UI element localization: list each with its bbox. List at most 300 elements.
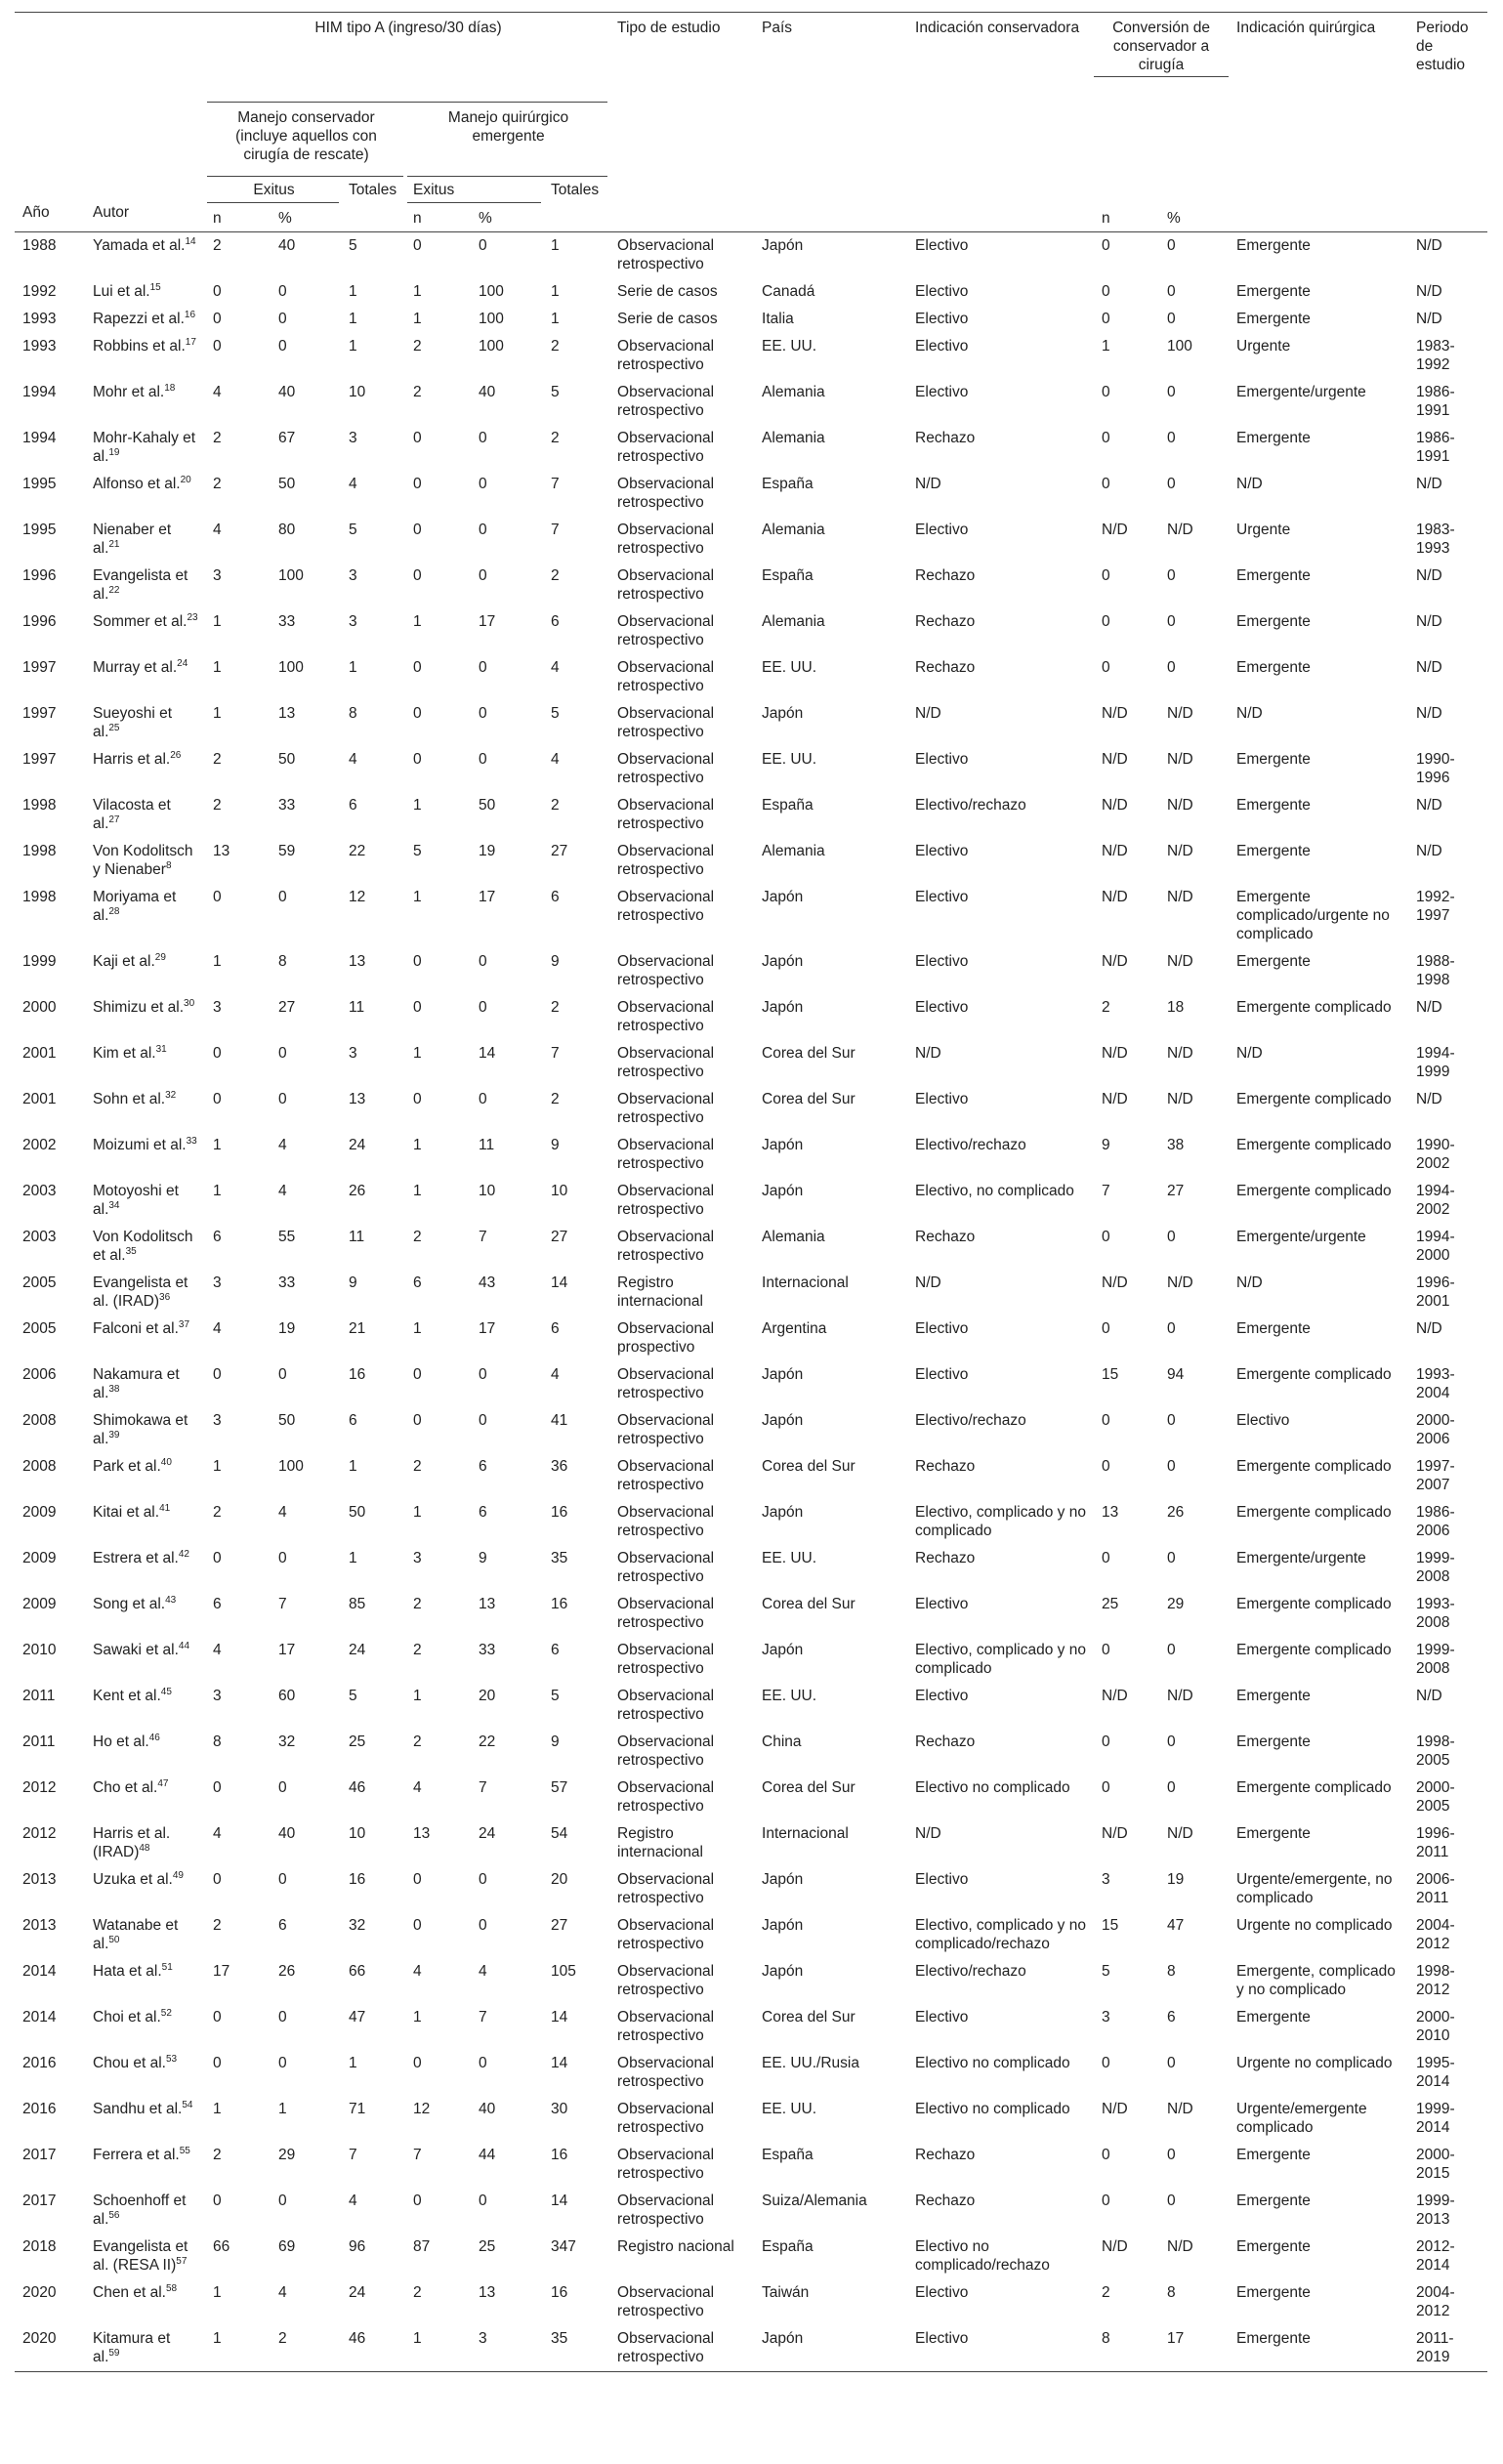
cell-country: Italia [762, 311, 794, 327]
cell-year: 1993 [22, 338, 57, 355]
header-surgical: Manejo quirúrgico emergente [405, 103, 609, 177]
cell-surg-exitus-n: 2 [413, 1642, 422, 1658]
cell-country: Japón [762, 1963, 804, 1980]
cell-period: 1983-1992 [1416, 338, 1455, 373]
cell-author [85, 517, 205, 563]
reference-number: 14 [185, 235, 196, 247]
cell-study-type: Observacional retrospectivo [617, 659, 715, 694]
author-name: Cho et al. [93, 1779, 158, 1796]
reference-number: 30 [184, 997, 195, 1009]
cell-study-type: Observacional retrospectivo [617, 476, 715, 511]
cell-author [85, 1912, 205, 1958]
cell-author [85, 1820, 205, 1866]
cell-indication-conservative: Electivo [915, 522, 969, 538]
cell-study-type: Observacional retrospectivo [617, 2193, 715, 2228]
cell-surg-exitus-n: 1 [413, 1137, 422, 1153]
cell-year: 2010 [22, 1642, 57, 1658]
cell-conversion-pct: N/D [1167, 705, 1193, 722]
cell-indication-conservative: Electivo no complicado [915, 2101, 1070, 2117]
reference-number: 15 [149, 281, 161, 293]
reference-number: 41 [159, 1502, 171, 1514]
cell-period: 2000-2015 [1416, 2147, 1455, 2182]
cell-year: 2020 [22, 2284, 57, 2301]
cell-country: EE. UU. [762, 1550, 817, 1566]
cell-surg-exitus-pct: 25 [479, 2238, 496, 2255]
cell-period: 2006-2011 [1416, 1871, 1455, 1906]
cell-cons-totals: 3 [349, 613, 357, 630]
cell-year: 2016 [22, 2101, 57, 2117]
cell-surg-totals: 14 [551, 2055, 568, 2071]
cell-author [85, 1224, 205, 1270]
cell-conversion-n: N/D [1102, 1045, 1128, 1062]
cell-surg-exitus-pct: 100 [479, 338, 504, 355]
cell-conversion-n: 0 [1102, 567, 1110, 584]
cell-conversion-pct: N/D [1167, 1274, 1193, 1291]
cell-cons-exitus-pct: 0 [278, 889, 287, 905]
cell-period: 2004-2012 [1416, 2284, 1455, 2319]
cell-period: N/D [1416, 797, 1442, 814]
cell-conversion-pct: N/D [1167, 522, 1193, 538]
cell-cons-totals: 10 [349, 384, 366, 400]
cell-surg-totals: 4 [551, 751, 560, 768]
cell-indication-surgical: N/D [1236, 476, 1263, 492]
cell-surg-exitus-n: 0 [413, 705, 422, 722]
cell-year: 2012 [22, 1825, 57, 1842]
cell-conversion-n: 0 [1102, 283, 1110, 300]
cell-cons-totals: 71 [349, 2101, 366, 2117]
cell-cons-exitus-n: 1 [213, 2330, 222, 2347]
cell-cons-exitus-pct: 100 [278, 1458, 304, 1475]
cell-cons-totals: 85 [349, 1596, 366, 1612]
cell-period: 1998-2005 [1416, 1733, 1455, 1769]
cell-indication-conservative: N/D [915, 1274, 941, 1291]
cell-cons-exitus-pct: 0 [278, 283, 287, 300]
cell-year: 1996 [22, 613, 57, 630]
cell-period: 1994-2000 [1416, 1229, 1455, 1264]
cell-period: 1997-2007 [1416, 1458, 1455, 1493]
cell-conversion-pct: N/D [1167, 751, 1193, 768]
header-exitus-surg: Exitus [405, 177, 543, 203]
cell-conversion-pct: N/D [1167, 2101, 1193, 2117]
cell-indication-surgical: Urgente no complicado [1236, 1917, 1393, 1934]
cell-period: 1986-1991 [1416, 430, 1455, 465]
author-name: Kitamura et al. [93, 2330, 171, 2365]
cell-cons-exitus-n: 3 [213, 1688, 222, 1704]
cell-surg-totals: 105 [551, 1963, 576, 1980]
header-pct-surg: % [479, 210, 492, 227]
cell-conversion-n: N/D [1102, 2101, 1128, 2117]
cell-cons-exitus-pct: 6 [278, 1917, 287, 1934]
header-indication-surgical: Indicación quirúrgica [1236, 20, 1376, 36]
cell-surg-exitus-n: 3 [413, 1550, 422, 1566]
cell-conversion-n: 3 [1102, 2009, 1110, 2025]
cell-conversion-pct: N/D [1167, 1825, 1193, 1842]
cell-conversion-pct: N/D [1167, 1045, 1193, 1062]
cell-indication-conservative: Electivo [915, 1320, 969, 1337]
header-exitus-cons: Exitus [205, 177, 341, 203]
cell-surg-totals: 1 [551, 237, 560, 254]
cell-cons-exitus-pct: 27 [278, 999, 296, 1016]
cell-indication-conservative: Rechazo [915, 1229, 976, 1245]
cell-country: Japón [762, 1871, 804, 1888]
cell-country: EE. UU. [762, 1688, 817, 1704]
author-name: Evangelista et al. (IRAD) [93, 1274, 188, 1310]
cell-period: 2011-2019 [1416, 2330, 1454, 2365]
cell-author [85, 1591, 205, 1637]
header-pct-cons: % [278, 210, 292, 227]
reference-number: 32 [165, 1089, 177, 1101]
reference-number: 22 [108, 584, 120, 596]
author-name: Motoyoshi et al. [93, 1183, 179, 1218]
cell-year: 2002 [22, 1137, 57, 1153]
cell-surg-exitus-pct: 0 [479, 953, 487, 970]
table-row [15, 1683, 1487, 1729]
reference-number: 37 [178, 1318, 190, 1330]
cell-cons-exitus-pct: 40 [278, 1825, 296, 1842]
cell-cons-exitus-pct: 100 [278, 659, 304, 676]
cell-author [85, 792, 205, 838]
cell-cons-exitus-pct: 80 [278, 522, 296, 538]
cell-conversion-pct: 0 [1167, 237, 1176, 254]
cell-indication-conservative: Electivo [915, 1366, 969, 1383]
cell-country: Japón [762, 1412, 804, 1429]
cell-period: 1999-2008 [1416, 1550, 1455, 1585]
cell-surg-exitus-pct: 0 [479, 999, 487, 1016]
cell-year: 2013 [22, 1871, 57, 1888]
cell-conversion-pct: 0 [1167, 1320, 1176, 1337]
table-row [15, 2096, 1487, 2142]
cell-surg-totals: 2 [551, 1091, 560, 1107]
cell-indication-conservative: Rechazo [915, 659, 976, 676]
cell-indication-conservative: Electivo [915, 1871, 969, 1888]
cell-surg-totals: 16 [551, 2284, 568, 2301]
cell-author [85, 1775, 205, 1820]
cell-author [85, 2142, 205, 2188]
cell-indication-conservative: Electivo/rechazo [915, 1412, 1026, 1429]
cell-conversion-n: N/D [1102, 751, 1128, 768]
cell-period: 1990-1996 [1416, 751, 1455, 786]
cell-surg-exitus-pct: 22 [479, 1733, 496, 1750]
cell-surg-exitus-pct: 0 [479, 2193, 487, 2209]
cell-surg-exitus-n: 2 [413, 338, 422, 355]
cell-conversion-pct: 0 [1167, 2147, 1176, 2163]
cell-period: N/D [1416, 1091, 1442, 1107]
table-row [15, 1316, 1487, 1361]
author-name: Song et al. [93, 1596, 166, 1612]
cell-study-type: Observacional retrospectivo [617, 1137, 715, 1172]
cell-author [85, 700, 205, 746]
cell-cons-exitus-n: 4 [213, 1825, 222, 1842]
cell-cons-totals: 4 [349, 751, 357, 768]
cell-cons-exitus-n: 66 [213, 2238, 230, 2255]
author-name: Nienaber et al. [93, 522, 172, 557]
cell-indication-surgical: Emergente complicado/urgente no complicado [1236, 889, 1390, 942]
cell-indication-conservative: Electivo no complicado [915, 2055, 1070, 2071]
cell-cons-totals: 22 [349, 843, 366, 859]
header-pct-conv: % [1167, 210, 1181, 227]
cell-indication-conservative: Electivo, complicado y no complicado/rechazo [915, 1917, 1086, 1952]
cell-indication-surgical: Urgente no complicado [1236, 2055, 1393, 2071]
cell-conversion-n: 0 [1102, 430, 1110, 446]
cell-study-type: Observacional retrospectivo [617, 567, 715, 603]
cell-year: 2013 [22, 1917, 57, 1934]
cell-country: Alemania [762, 843, 825, 859]
cell-year: 2020 [22, 2330, 57, 2347]
cell-cons-exitus-n: 2 [213, 237, 222, 254]
cell-cons-exitus-pct: 0 [278, 2055, 287, 2071]
cell-author [85, 1361, 205, 1407]
header-conservative: Manejo conservador (incluye aquellos con cirugía de rescate) [205, 103, 405, 177]
cell-indication-surgical: Emergente [1236, 311, 1311, 327]
cell-indication-surgical: N/D [1236, 1045, 1263, 1062]
cell-cons-exitus-pct: 69 [278, 2238, 296, 2255]
cell-conversion-pct: 0 [1167, 2193, 1176, 2209]
cell-study-type: Registro internacional [617, 1274, 703, 1310]
cell-surg-totals: 2 [551, 999, 560, 1016]
table-row [15, 471, 1487, 517]
cell-cons-exitus-n: 1 [213, 613, 222, 630]
cell-surg-exitus-pct: 6 [479, 1504, 487, 1521]
cell-cons-exitus-n: 1 [213, 2101, 222, 2117]
cell-cons-totals: 1 [349, 659, 357, 676]
cell-indication-surgical: Emergente [1236, 237, 1311, 254]
cell-author [85, 2325, 205, 2372]
cell-study-type: Observacional retrospectivo [617, 797, 715, 832]
cell-indication-conservative: Electivo/rechazo [915, 1963, 1026, 1980]
cell-cons-exitus-n: 3 [213, 1412, 222, 1429]
cell-conversion-n: 0 [1102, 659, 1110, 676]
cell-cons-totals: 11 [349, 999, 365, 1016]
cell-year: 2018 [22, 2238, 57, 2255]
cell-cons-exitus-pct: 4 [278, 1504, 287, 1521]
cell-cons-exitus-n: 1 [213, 705, 222, 722]
cell-surg-exitus-n: 4 [413, 1963, 422, 1980]
cell-surg-totals: 4 [551, 1366, 560, 1383]
cell-indication-conservative: Electivo [915, 2284, 969, 2301]
cell-surg-exitus-pct: 0 [479, 1366, 487, 1383]
cell-cons-exitus-pct: 19 [278, 1320, 296, 1337]
cell-indication-surgical: Urgente/emergente, no complicado [1236, 1871, 1393, 1906]
cell-indication-surgical: Emergente [1236, 797, 1311, 814]
reference-number: 54 [182, 2099, 193, 2110]
cell-indication-conservative: Rechazo [915, 1550, 976, 1566]
cell-study-type: Observacional retrospectivo [617, 1458, 715, 1493]
cell-period: 1986-2006 [1416, 1504, 1455, 1539]
cell-conversion-n: N/D [1102, 1688, 1128, 1704]
cell-surg-exitus-pct: 0 [479, 659, 487, 676]
cell-year: 2001 [22, 1091, 57, 1107]
author-name: Sohn et al. [93, 1091, 166, 1107]
cell-author [85, 471, 205, 517]
cell-author [85, 608, 205, 654]
cell-cons-exitus-n: 6 [213, 1596, 222, 1612]
table-row [15, 517, 1487, 563]
cell-conversion-n: 0 [1102, 2147, 1110, 2163]
cell-country: Japón [762, 705, 804, 722]
cell-surg-exitus-n: 0 [413, 2055, 422, 2071]
cell-indication-surgical: Emergente [1236, 567, 1311, 584]
cell-conversion-n: N/D [1102, 1825, 1128, 1842]
cell-author [85, 1637, 205, 1683]
cell-indication-surgical: Emergente [1236, 2193, 1311, 2209]
cell-conversion-pct: 0 [1167, 1779, 1176, 1796]
author-name: Von Kodolitsch et al. [93, 1229, 193, 1264]
cell-study-type: Observacional retrospectivo [617, 1917, 715, 1952]
table-row [15, 278, 1487, 306]
cell-conversion-pct: 38 [1167, 1137, 1185, 1153]
cell-conversion-n: N/D [1102, 1091, 1128, 1107]
cell-author [85, 333, 205, 379]
cell-year: 2016 [22, 2055, 57, 2071]
cell-cons-exitus-n: 0 [213, 1045, 222, 1062]
cell-cons-exitus-n: 0 [213, 1871, 222, 1888]
cell-conversion-pct: 0 [1167, 1642, 1176, 1658]
author-name: Chou et al. [93, 2055, 166, 2071]
cell-conversion-n: 0 [1102, 1412, 1110, 1429]
cell-cons-exitus-n: 0 [213, 283, 222, 300]
cell-conversion-n: 0 [1102, 613, 1110, 630]
cell-indication-conservative: Electivo [915, 311, 969, 327]
cell-cons-totals: 24 [349, 1137, 366, 1153]
cell-cons-totals: 16 [349, 1871, 366, 1888]
cell-indication-conservative: Electivo [915, 843, 969, 859]
cell-year: 2014 [22, 1963, 57, 1980]
cell-year: 2011 [22, 1733, 56, 1750]
reference-number: 20 [180, 474, 191, 485]
cell-cons-totals: 96 [349, 2238, 366, 2255]
cell-country: EE. UU. [762, 2101, 817, 2117]
reference-number: 21 [108, 538, 120, 550]
cell-year: 1993 [22, 311, 57, 327]
cell-surg-exitus-n: 2 [413, 384, 422, 400]
cell-surg-totals: 20 [551, 1871, 568, 1888]
table-row [15, 2142, 1487, 2188]
cell-surg-totals: 2 [551, 338, 560, 355]
cell-author [85, 278, 205, 306]
cell-cons-totals: 25 [349, 1733, 366, 1750]
author-name: Choi et al. [93, 2009, 161, 2025]
reference-number: 18 [164, 382, 176, 394]
cell-surg-totals: 35 [551, 2330, 568, 2347]
cell-period: N/D [1416, 613, 1442, 630]
cell-surg-exitus-pct: 0 [479, 705, 487, 722]
cell-cons-totals: 1 [349, 338, 357, 355]
cell-author [85, 2096, 205, 2142]
table-row [15, 1958, 1487, 2004]
cell-surg-exitus-n: 1 [413, 1504, 422, 1521]
author-name: Rapezzi et al. [93, 311, 185, 327]
table-row [15, 1545, 1487, 1591]
cell-indication-conservative: Electivo [915, 953, 969, 970]
cell-indication-surgical: Emergente [1236, 613, 1311, 630]
reference-number: 38 [108, 1383, 120, 1395]
reference-number: 58 [165, 2282, 178, 2294]
cell-surg-exitus-pct: 6 [479, 1458, 487, 1475]
table-row [15, 994, 1487, 1040]
cell-year: 2012 [22, 1779, 57, 1796]
cell-study-type: Observacional retrospectivo [617, 1733, 715, 1769]
cell-cons-totals: 3 [349, 1045, 357, 1062]
cell-surg-exitus-pct: 7 [479, 1229, 487, 1245]
cell-indication-conservative: Electivo [915, 889, 969, 905]
table-row [15, 1086, 1487, 1132]
cell-conversion-pct: 0 [1167, 2055, 1176, 2071]
cell-country: Japón [762, 1917, 804, 1934]
cell-cons-exitus-pct: 50 [278, 476, 296, 492]
cell-period: 1999-2014 [1416, 2101, 1455, 2136]
cell-period: N/D [1416, 843, 1442, 859]
cell-year: 2008 [22, 1412, 57, 1429]
table-row [15, 2188, 1487, 2234]
cell-study-type: Observacional retrospectivo [617, 1596, 715, 1631]
cell-year: 2003 [22, 1229, 57, 1245]
cell-conversion-pct: 100 [1167, 338, 1192, 355]
cell-cons-exitus-n: 2 [213, 797, 222, 814]
reference-number: 28 [108, 905, 120, 917]
cell-cons-exitus-n: 0 [213, 1550, 222, 1566]
cell-indication-surgical: Emergente, complicado y no complicado [1236, 1963, 1396, 1998]
cell-country: Corea del Sur [762, 1458, 856, 1475]
cell-year: 2009 [22, 1596, 57, 1612]
header-author: Autor [93, 204, 130, 221]
cell-conversion-n: 0 [1102, 1779, 1110, 1796]
cell-cons-exitus-pct: 40 [278, 237, 296, 254]
cell-surg-exitus-pct: 50 [479, 797, 496, 814]
cell-country: España [762, 476, 814, 492]
cell-period: N/D [1416, 999, 1442, 1016]
cell-cons-totals: 46 [349, 1779, 366, 1796]
cell-cons-exitus-n: 1 [213, 953, 222, 970]
table-row [15, 608, 1487, 654]
cell-surg-exitus-n: 1 [413, 1688, 422, 1704]
cell-period: N/D [1416, 476, 1442, 492]
cell-indication-conservative: Electivo, complicado y no complicado [915, 1504, 1086, 1539]
cell-author [85, 1407, 205, 1453]
table-row [15, 2004, 1487, 2050]
cell-surg-totals: 6 [551, 613, 560, 630]
cell-cons-exitus-n: 2 [213, 2147, 222, 2163]
cell-surg-exitus-n: 2 [413, 1229, 422, 1245]
table-row [15, 379, 1487, 425]
table-row [15, 1361, 1487, 1407]
cell-conversion-n: 13 [1102, 1504, 1119, 1521]
cell-surg-totals: 2 [551, 430, 560, 446]
table-row [15, 2234, 1487, 2279]
cell-surg-totals: 16 [551, 1596, 568, 1612]
cell-cons-exitus-pct: 0 [278, 2193, 287, 2209]
table-row [15, 1224, 1487, 1270]
cell-indication-surgical: Urgente [1236, 522, 1291, 538]
cell-study-type: Observacional retrospectivo [617, 953, 715, 988]
reference-number: 48 [139, 1842, 150, 1854]
cell-country: Japón [762, 1137, 804, 1153]
cell-author [85, 1499, 205, 1545]
cell-conversion-pct: N/D [1167, 1688, 1193, 1704]
cell-period: 1990-2002 [1416, 1137, 1455, 1172]
reference-number: 34 [108, 1199, 120, 1211]
cell-study-type: Observacional retrospectivo [617, 1779, 715, 1815]
cell-cons-exitus-pct: 0 [278, 338, 287, 355]
cell-indication-surgical: Emergente [1236, 843, 1311, 859]
cell-cons-totals: 1 [349, 1550, 357, 1566]
cell-conversion-n: 8 [1102, 2330, 1110, 2347]
cell-period: N/D [1416, 237, 1442, 254]
cell-period: 1996-2011 [1416, 1825, 1455, 1860]
cell-author [85, 306, 205, 333]
cell-indication-surgical: Urgente [1236, 338, 1291, 355]
cell-cons-exitus-pct: 0 [278, 1366, 287, 1383]
author-name: Watanabe et al. [93, 1917, 179, 1952]
